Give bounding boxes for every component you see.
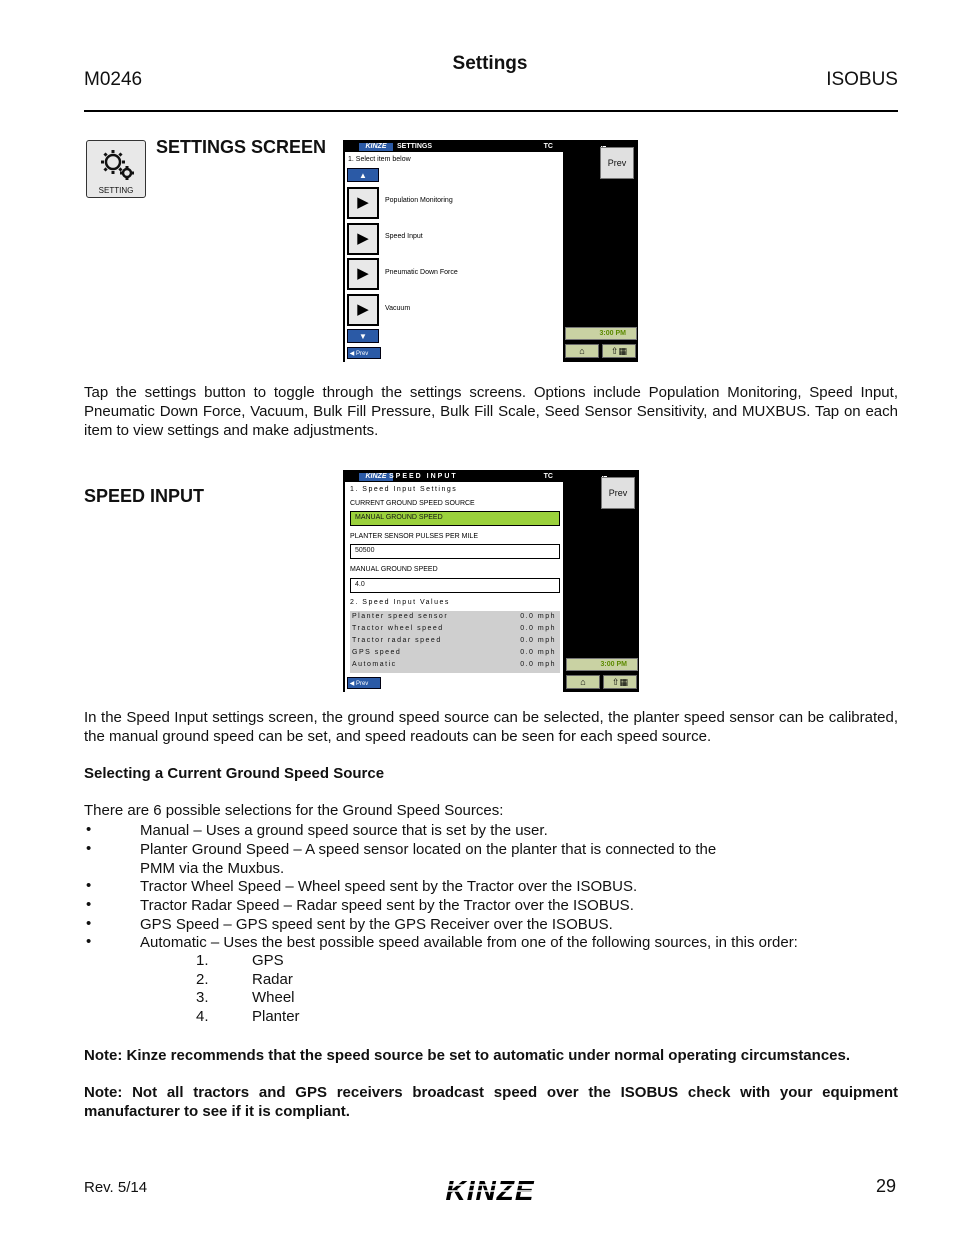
note-automatic: Note: Kinze recommends that the speed source be set to automatic under normal operating circumstances. [84, 1047, 851, 1064]
kinze-logo-text: KINZE [445, 1175, 535, 1206]
kinze-logo: KINZE [359, 143, 393, 151]
nav-prev-button[interactable] [347, 347, 381, 359]
item-pneumatic-down-force: Pneumatic Down Force [385, 269, 458, 276]
up-arrow-icon: ▲ [359, 171, 367, 180]
setting-button-graphic [86, 140, 146, 198]
select-instruction: 1. Select item below [348, 156, 411, 163]
item-population-monitoring: Population Monitoring [385, 197, 453, 204]
bullet-marker: • [86, 840, 92, 857]
bullet-tractor-radar-speed: Tractor Radar Speed – Radar speed sent by the Tractor over the ISOBUS. [140, 897, 634, 914]
speed-value: 0.0 mph [520, 637, 556, 644]
order-number: 4. [196, 1008, 209, 1025]
settings-title-bar [345, 142, 563, 152]
order-number: 3. [196, 989, 209, 1006]
note-compliance: Note: Not all tractors and GPS receivers broadcast speed over the ISOBUS check with your equipment manufacturer to see if it is compliant. [84, 1084, 898, 1120]
bullet-marker: • [86, 877, 92, 894]
nav-prev-button[interactable] [347, 677, 381, 689]
speed-value: 0.0 mph [520, 649, 556, 656]
item-speed-input: Speed Input [385, 233, 423, 240]
back-icon: ⇧▦ [611, 677, 629, 687]
nav-prev-label: Prev [355, 681, 369, 687]
speed-input-button[interactable] [347, 223, 379, 255]
speed-value: 0.0 mph [520, 661, 556, 668]
clock-display: 3:00 PM [565, 327, 637, 340]
settings-terminal-screen [343, 140, 638, 362]
bullet-planter-ground-speed: Planter Ground Speed – A speed sensor located on the planter that is connected to the [140, 841, 717, 858]
pulses-per-mile-input[interactable]: 50500 [350, 544, 560, 559]
speed-value-row [352, 647, 558, 659]
ground-speed-source-select[interactable]: MANUAL GROUND SPEED [350, 511, 560, 526]
speed-input-terminal-screen [343, 470, 639, 692]
back-softkey[interactable] [603, 675, 637, 689]
scroll-down-button[interactable] [347, 329, 379, 343]
ground-speed-source-label: CURRENT GROUND SPEED SOURCE [350, 500, 475, 507]
order-item: Wheel [252, 989, 295, 1006]
tc-indicator: TC [543, 473, 553, 480]
speed-values-heading: 2. Speed Input Values [350, 599, 450, 606]
settings-bar-title: SETTINGS [397, 143, 433, 150]
revision: Rev. 5/14 [84, 1179, 148, 1196]
kinze-logo [430, 1174, 550, 1206]
speed-value-row [352, 635, 558, 647]
bullet-automatic: Automatic – Uses the best possible speed available from one of the following sources, in this order: [140, 934, 798, 951]
bullet-gps-speed: GPS Speed – GPS speed sent by the GPS Receiver over the ISOBUS. [140, 916, 613, 933]
home-softkey[interactable] [565, 344, 599, 358]
speed-values-table [350, 611, 560, 673]
back-softkey[interactable] [602, 344, 636, 358]
speed-main-panel [345, 472, 563, 692]
tc-indicator: TC [543, 143, 553, 150]
speed-source-subheading: Selecting a Current Ground Speed Source [84, 765, 385, 782]
order-number: 1. [196, 952, 209, 969]
kinze-logo: KINZE [359, 473, 393, 481]
play-icon: ▶ [357, 194, 369, 211]
page-number: 29 [875, 1176, 896, 1196]
bullet-marker: • [86, 821, 92, 838]
home-icon: ⌂ [579, 346, 585, 356]
speed-bar-title: SPEED INPUT [389, 473, 458, 480]
doc-category: ISOBUS [826, 69, 898, 90]
bullet-marker: • [86, 896, 92, 913]
item-vacuum: Vacuum [385, 305, 411, 312]
speed-input-description: In the Speed Input settings screen, the ground speed source can be selected, the planter speed sensor can be calibrated, the manual ground speed can be set, and speed readouts can be seen for each speed source. [84, 709, 898, 745]
manual-ground-speed-label: MANUAL GROUND SPEED [350, 566, 438, 573]
order-item: Radar [252, 971, 293, 988]
speed-value-name: Tractor wheel speed [352, 625, 444, 632]
doc-number: M0246 [84, 69, 143, 90]
prev-softkey[interactable]: Prev [600, 147, 634, 179]
speed-value-name: Tractor radar speed [352, 637, 442, 644]
speed-source-intro: There are 6 possible selections for the Ground Speed Sources: [84, 802, 504, 819]
speed-value-row [352, 623, 558, 635]
bullet-marker: • [86, 915, 92, 932]
order-item: GPS [252, 952, 284, 969]
setting-button-label: SETTING [98, 186, 134, 195]
scroll-up-button[interactable] [347, 168, 379, 182]
down-arrow-icon: ▼ [359, 332, 367, 341]
manual-ground-speed-input[interactable]: 4.0 [350, 578, 560, 593]
settings-screen-heading: SETTINGS SCREEN [156, 137, 327, 157]
left-arrow-icon: ◀ [348, 351, 356, 357]
gear-icon [99, 147, 137, 183]
bullet-planter-ground-speed-cont: PMM via the Muxbus. [140, 860, 285, 877]
speed-input-heading: SPEED INPUT [84, 486, 205, 506]
page-section-title: Settings [452, 53, 528, 74]
order-item: Planter [252, 1008, 300, 1025]
header-rule [84, 110, 898, 112]
play-icon: ▶ [357, 265, 369, 282]
speed-title-bar [345, 472, 563, 482]
nav-prev-label: Prev [355, 351, 369, 357]
vacuum-button[interactable] [347, 294, 379, 326]
left-arrow-icon: ◀ [348, 681, 356, 687]
play-icon: ▶ [357, 301, 369, 318]
bullet-tractor-wheel-speed: Tractor Wheel Speed – Wheel speed sent by the Tractor over the ISOBUS. [140, 878, 638, 895]
speed-settings-heading: 1. Speed Input Settings [350, 486, 458, 493]
bullet-marker: • [86, 933, 92, 950]
prev-softkey[interactable]: Prev [601, 477, 635, 509]
pulses-per-mile-label: PLANTER SENSOR PULSES PER MILE [350, 533, 478, 540]
speed-value: 0.0 mph [520, 613, 556, 620]
speed-value-name: Planter speed sensor [352, 613, 449, 620]
speed-value: 0.0 mph [520, 625, 556, 632]
speed-value-row [352, 659, 558, 671]
speed-value-name: Automatic [352, 661, 397, 668]
home-icon: ⌂ [580, 677, 586, 687]
population-monitoring-button[interactable] [347, 187, 379, 219]
pneumatic-down-force-button[interactable] [347, 258, 379, 290]
speed-value-name: GPS speed [352, 649, 402, 656]
bullet-manual: Manual – Uses a ground speed source that is set by the user. [140, 822, 548, 839]
settings-main-panel [345, 142, 563, 362]
order-number: 2. [196, 971, 209, 988]
back-icon: ⇧▦ [610, 346, 628, 356]
play-icon: ▶ [357, 230, 369, 247]
speed-value-row [352, 611, 558, 623]
settings-description: Tap the settings button to toggle through the settings screens. Options include Population Monitoring, Speed Input, Pneumatic Down Force, Vacuum, Bulk Fill Pressure, Bulk Fill Scale, Seed Sensor Sensitivity, and MUXBUS. Tap on each item to view settings and make adjustments. [84, 384, 898, 439]
clock-display: 3:00 PM [566, 658, 638, 671]
home-softkey[interactable] [566, 675, 600, 689]
